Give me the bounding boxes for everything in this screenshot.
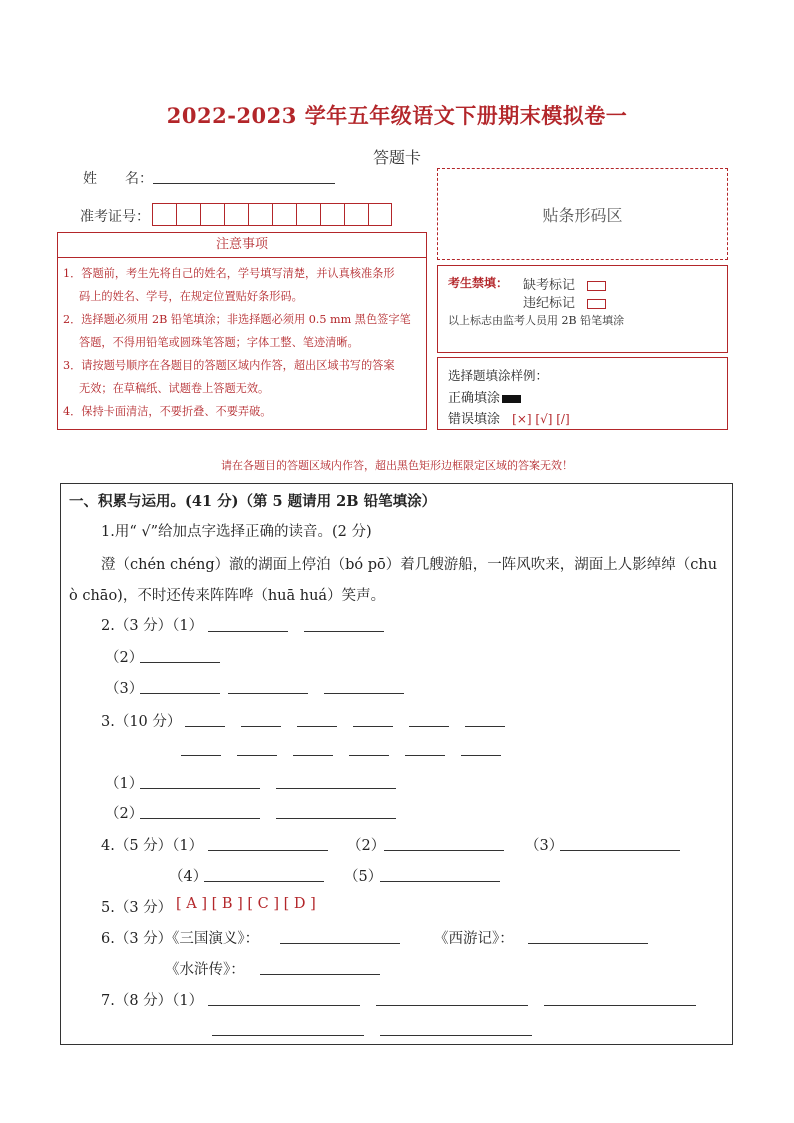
- exam-id-cell[interactable]: [152, 203, 176, 226]
- question-4-part-5: （5）: [344, 869, 383, 885]
- question-4-part-2: （2）: [347, 838, 386, 854]
- answer-line[interactable]: [376, 1005, 528, 1006]
- answer-line[interactable]: [304, 631, 384, 632]
- notice-item: 无效；在草稿纸、试题卷上答题无效。: [79, 382, 270, 395]
- exam-id-cell[interactable]: [296, 203, 320, 226]
- answer-line[interactable]: [140, 693, 220, 694]
- answer-line[interactable]: [140, 818, 260, 819]
- answer-line[interactable]: [380, 881, 500, 882]
- answer-line[interactable]: [324, 693, 404, 694]
- notice-item: 4．保持卡面清洁，不要折叠、不要弄破。: [63, 405, 272, 418]
- answer-line[interactable]: [293, 755, 333, 756]
- question-5: 5.（3 分）: [101, 900, 173, 916]
- notice-item: 3．请按题号顺序在各题目的答题区域内作答，超出区域书写的答案: [63, 359, 395, 372]
- answer-line[interactable]: [208, 850, 328, 851]
- notice-item: 答题，不得用铅笔或圆珠笔答题；字体工整、笔迹清晰。: [79, 336, 359, 349]
- answer-line[interactable]: [465, 726, 505, 727]
- answer-line[interactable]: [140, 662, 220, 663]
- notice-item: 2．选择题必须用 2B 铅笔填涂；非选择题必须用 0.5 mm 黑色签字笔: [63, 313, 411, 326]
- answer-line[interactable]: [237, 755, 277, 756]
- answer-line[interactable]: [528, 943, 648, 944]
- exam-id-cell[interactable]: [344, 203, 368, 226]
- answer-line[interactable]: [204, 881, 324, 882]
- answer-line[interactable]: [405, 755, 445, 756]
- fill-sample-heading: 选择题填涂样例：: [448, 368, 549, 383]
- answer-line[interactable]: [276, 818, 396, 819]
- violation-label: 违纪标记: [523, 296, 576, 311]
- answer-area-section-1: [60, 483, 733, 1045]
- answer-line[interactable]: [560, 850, 680, 851]
- question-3-part-1: （1）: [105, 776, 144, 792]
- exam-id-cell[interactable]: [272, 203, 296, 226]
- answer-sheet-subtitle: 答题卡: [372, 148, 421, 167]
- absent-mark-box[interactable]: [587, 281, 606, 291]
- answer-line[interactable]: [241, 726, 281, 727]
- answer-line[interactable]: [208, 1005, 360, 1006]
- answer-line[interactable]: [544, 1005, 696, 1006]
- answer-line[interactable]: [212, 1035, 364, 1036]
- question-6: 6.（3 分）《三国演义》：: [101, 931, 260, 947]
- barcode-label: 贴条形码区: [542, 205, 623, 225]
- question-2-part-3: （3）: [105, 681, 144, 697]
- notice-box: [57, 232, 427, 430]
- answer-line[interactable]: [461, 755, 501, 756]
- wrong-fill-label: 错误填涂: [448, 412, 501, 427]
- question-2: 2.（3 分）（1）: [101, 618, 204, 634]
- correct-fill-label: 正确填涂: [448, 391, 501, 406]
- exam-id-label: 准考证号：: [80, 209, 150, 225]
- answer-line[interactable]: [228, 693, 308, 694]
- answer-line[interactable]: [380, 1035, 532, 1036]
- question-1-text-b: ò chāo)，不时还传来阵阵哗（huā huá）笑声。: [69, 588, 386, 604]
- exam-id-cell[interactable]: [368, 203, 392, 226]
- question-4: 4.（5 分）（1）: [101, 838, 204, 854]
- question-6-xiyouji: 《西游记》：: [434, 931, 514, 947]
- answer-line[interactable]: [297, 726, 337, 727]
- correct-fill-swatch: [502, 395, 521, 403]
- question-4-part-4: （4）: [169, 869, 208, 885]
- wrong-fill-marks: [×] [√] [/]: [512, 412, 570, 426]
- answer-line[interactable]: [276, 788, 396, 789]
- question-1-text-a: 澄（chén chéng）澈的湖面上停泊（bó pō）着几艘游船，一阵风吹来，湖面上人影绰绰（chu: [101, 557, 718, 573]
- exam-id-boxes[interactable]: [152, 203, 392, 226]
- exam-id-cell[interactable]: [200, 203, 224, 226]
- question-4-part-3: （3）: [525, 838, 564, 854]
- forbidden-box: [437, 265, 728, 353]
- question-5-options[interactable]: [ A ] [ B ] [ C ] [ D ]: [176, 896, 316, 912]
- section-heading: 一、积累与运用。(41 分)（第 5 题请用 2B 铅笔填涂）: [69, 493, 437, 510]
- answer-line[interactable]: [280, 943, 400, 944]
- name-label: 姓 名：: [83, 171, 153, 187]
- exam-id-cell[interactable]: [320, 203, 344, 226]
- question-2-part-2: （2）: [105, 650, 144, 666]
- absent-label: 缺考标记: [523, 278, 576, 293]
- answer-line[interactable]: [409, 726, 449, 727]
- notice-heading: 注意事项: [58, 233, 426, 258]
- exam-id-cell[interactable]: [224, 203, 248, 226]
- answer-line[interactable]: [353, 726, 393, 727]
- fill-sample-box: [437, 357, 728, 430]
- answer-line[interactable]: [349, 755, 389, 756]
- notice-item: 码上的姓名、学号，在规定位置贴好条形码。: [79, 290, 303, 303]
- question-3-part-2: （2）: [105, 806, 144, 822]
- exam-id-cell[interactable]: [176, 203, 200, 226]
- exam-id-cell[interactable]: [248, 203, 272, 226]
- answer-line[interactable]: [208, 631, 288, 632]
- answer-line[interactable]: [185, 726, 225, 727]
- answer-line[interactable]: [140, 788, 260, 789]
- question-1: 1.用“ √”给加点字选择正确的读音。(2 分): [101, 524, 372, 540]
- answer-line[interactable]: [384, 850, 504, 851]
- barcode-area: [437, 168, 728, 260]
- forbidden-note: 以上标志由监考人员用 2B 铅笔填涂: [448, 314, 625, 327]
- answer-line[interactable]: [181, 755, 221, 756]
- question-7: 7.（8 分）（1）: [101, 993, 204, 1009]
- name-field[interactable]: [153, 167, 335, 184]
- question-3: 3.（10 分）: [101, 714, 182, 730]
- violation-mark-box[interactable]: [587, 299, 606, 309]
- forbidden-label: 考生禁填：: [448, 276, 509, 290]
- notice-item: 1．答题前，考生先将自己的姓名，学号填写清楚，并认真核准条形: [63, 267, 395, 280]
- question-6-shuihu: 《水浒传》：: [165, 962, 245, 978]
- page-title: 2022-2023 学年五年级语文下册期末模拟卷一: [166, 103, 628, 128]
- area-warning: 请在各题目的答题区域内作答，超出黑色矩形边框限定区域的答案无效！: [221, 459, 573, 472]
- answer-line[interactable]: [260, 974, 380, 975]
